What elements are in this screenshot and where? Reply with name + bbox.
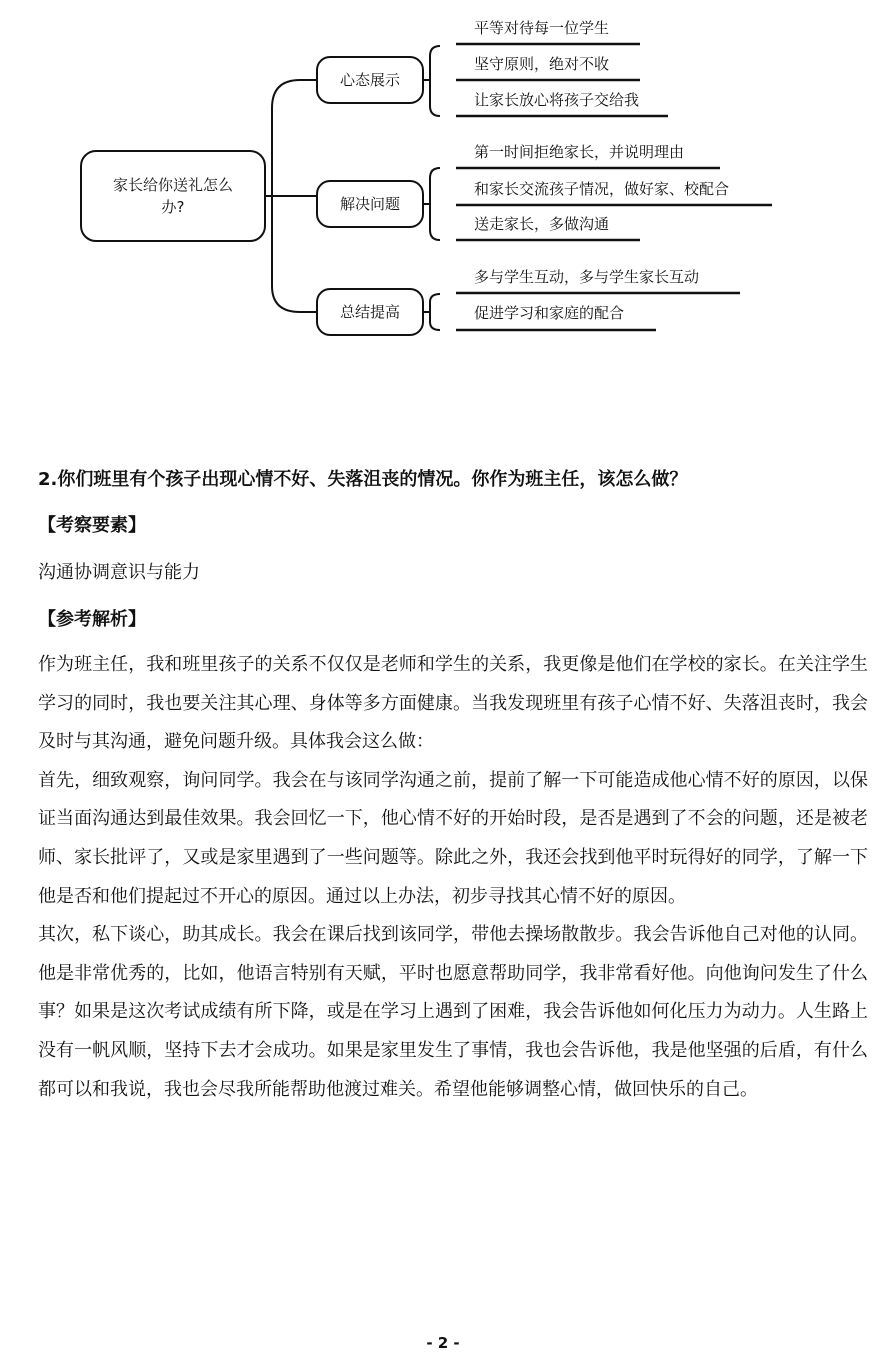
section-text-elements: 沟通协调意识与能力 xyxy=(38,562,200,583)
mind-map-category: 解决问题 xyxy=(316,180,424,228)
paragraph: 作为班主任，我和班里孩子的关系不仅仅是老师和学生的关系，我更像是他们在学校的家长。在关注学生学习的同时，我也要关注其心理、身体等多方面健康。当我发现班里有孩子心情不好、失落沮丧时，我会及时与其沟通，避免问题升级。具体我会这么做： xyxy=(38,654,868,753)
mind-map-root: 家长给你送礼怎么办? xyxy=(80,150,266,242)
question-heading: 2.你们班里有个孩子出现心情不好、失落沮丧的情况。你作为班主任，该怎么做？ xyxy=(38,469,688,490)
paragraph: 其次，私下谈心，助其成长。我会在课后找到该同学，带他去操场散散步。我会告诉他自己对他的认同。他是非常优秀的，比如，他语言特别有天赋，平时也愿意帮助同学，我非常看好他。向他询问发生了什么事？如果是这次考试成绩有所下降，或是在学习上遇到了困难，我会告诉他如何化压力为动力。人生路上没有一帆风顺，坚持下去才会成功。如果是家里发生了事情，我也会告诉他，我是他坚强的后盾，有什么都可以和我说，我也会尽我所能帮助他渡过难关。希望他能够调整心情，做回快乐的自己。 xyxy=(38,924,868,1100)
mind-map-category: 心态展示 xyxy=(316,56,424,104)
section-title-analysis: 【参考解析】 xyxy=(38,609,146,630)
mind-map-leaf: 坚守原则，绝对不收 xyxy=(474,55,610,73)
paragraph: 首先，细致观察，询问同学。我会在与该同学沟通之前，提前了解一下可能造成他心情不好的原因，以保证当面沟通达到最佳效果。我会回忆一下，他心情不好的开始时段，是否是遇到了不会的问题，还是被老师、家长批评了，又或是家里遇到了一些问题等。除此之外，我还会找到他平时玩得好的同学，了解一下他是否和他们提起过不开心的原因。通过以上办法，初步寻找其心情不好的原因。 xyxy=(38,769,868,907)
mind-map-leaf: 促进学习和家庭的配合 xyxy=(474,304,625,322)
mind-map-leaf: 和家长交流孩子情况，做好家、校配合 xyxy=(474,180,730,198)
mind-map-leaf: 送走家长，多做沟通 xyxy=(474,215,610,233)
analysis-body xyxy=(38,646,868,1109)
mind-map-category: 总结提高 xyxy=(316,288,424,336)
mind-map-leaf: 让家长放心将孩子交给我 xyxy=(474,91,640,109)
mind-map-leaf: 多与学生互动，多与学生家长互动 xyxy=(474,268,700,286)
page-number: - 2 - xyxy=(426,1334,460,1352)
mind-map-leaf: 平等对待每一位学生 xyxy=(474,19,610,37)
mind-map xyxy=(0,0,886,350)
mind-map-leaf: 第一时间拒绝家长，并说明理由 xyxy=(474,143,685,161)
section-title-elements: 【考察要素】 xyxy=(38,515,146,536)
